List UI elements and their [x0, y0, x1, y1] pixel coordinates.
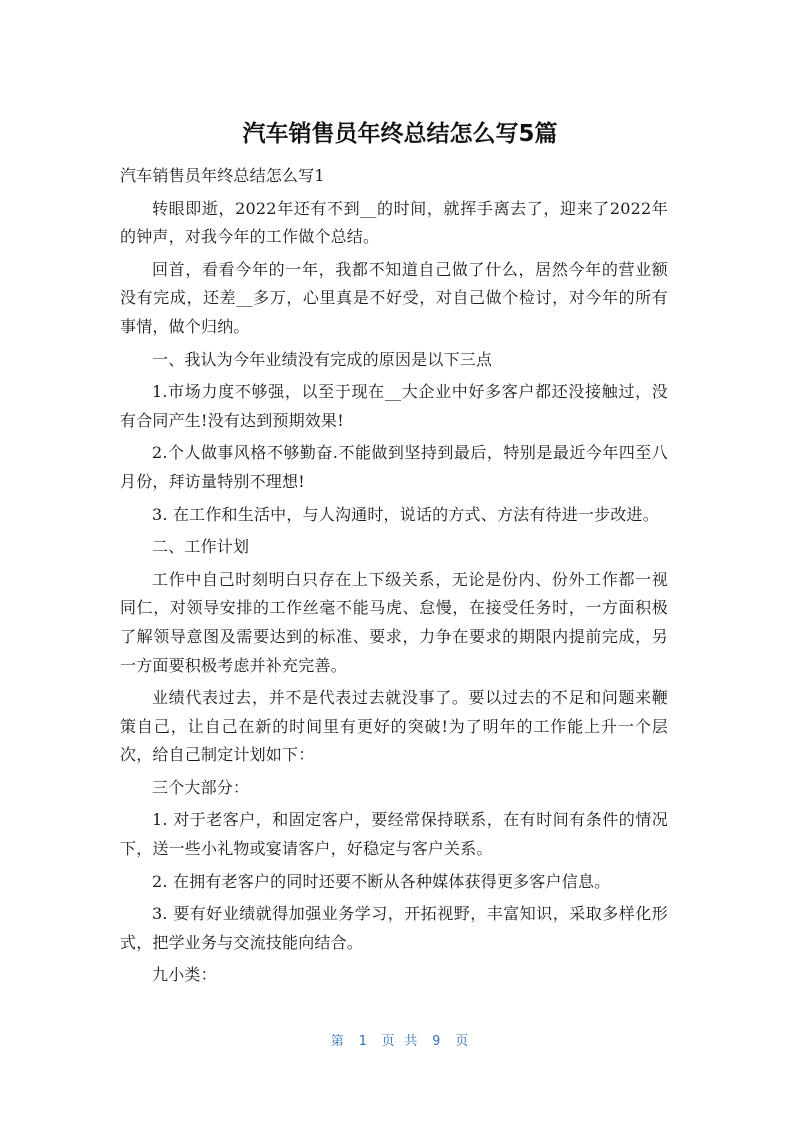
paragraph: 转眼即逝，2022年还有不到__的时间，就挥手离去了，迎来了2022年的钟声，对我今年的工作做个总结。 — [120, 198, 668, 247]
page-footer — [0, 1030, 800, 1049]
list-item: 1.市场力度不够强，以至于现在__大企业中好多客户都还没接触过，没有合同产生!没有达到预期效果! — [120, 382, 668, 430]
footer-label-di: 第 — [330, 1034, 345, 1049]
list-item: 2. 在拥有老客户的同时还要不断从各种媒体获得更多客户信息。 — [152, 871, 611, 891]
document-body — [120, 162, 668, 990]
list-item: 2.个人做事风格不够勤奋.不能做到坚持到最后，特别是最近今年四至八月份，拜访量特别不理想! — [120, 443, 668, 491]
section-heading: 三个大部分： — [152, 777, 250, 797]
footer-total-pages: 9 — [432, 1034, 442, 1049]
list-item: 3. 要有好业绩就得加强业务学习，开拓视野，丰富知识，采取多样化形式，把学业务与交流技能向结合。 — [120, 904, 668, 952]
paragraph: 业绩代表过去，并不是代表过去就没事了。要以过去的不足和问题来鞭策自己，让自己在新的时间里有更好的突破!为了明年的工作能上升一个层次，给自己制定计划如下： — [120, 688, 668, 765]
footer-label-ye-gong: 页 共 — [381, 1034, 419, 1049]
list-item: 3. 在工作和生活中，与人沟通时，说话的方式、方法有待进一步改进。 — [152, 504, 659, 524]
list-item: 1. 对于老客户，和固定客户，要经常保持联系，在有时间有条件的情况下，送一些小礼物或宴请客户，好稳定与客户关系。 — [120, 810, 668, 859]
section-subtitle: 汽车销售员年终总结怎么写1 — [120, 166, 325, 185]
section-heading: 二、工作计划 — [152, 537, 250, 557]
section-heading: 九小类： — [152, 965, 217, 985]
section-heading: 一、我认为今年业绩没有完成的原因是以下三点 — [152, 349, 493, 369]
footer-current-page: 1 — [358, 1034, 368, 1049]
footer-label-ye: 页 — [455, 1034, 470, 1049]
paragraph: 工作中自己时刻明白只存在上下级关系，无论是份内、份外工作都一视同仁，对领导安排的工作丝毫不能马虎、怠慢，在接受任务时，一方面积极了解领导意图及需要达到的标准、要求，力争在要求的期限内提前完成，另一方面要积极考虑并补充完善。 — [120, 569, 668, 675]
paragraph: 回首，看看今年的一年，我都不知道自己做了什么，居然今年的营业额没有完成，还差__多万，心里真是不好受，对自己做个检讨，对今年的所有事情，做个归纳。 — [120, 259, 668, 336]
document-title: 汽车销售员年终总结怎么写5篇 — [242, 121, 558, 147]
